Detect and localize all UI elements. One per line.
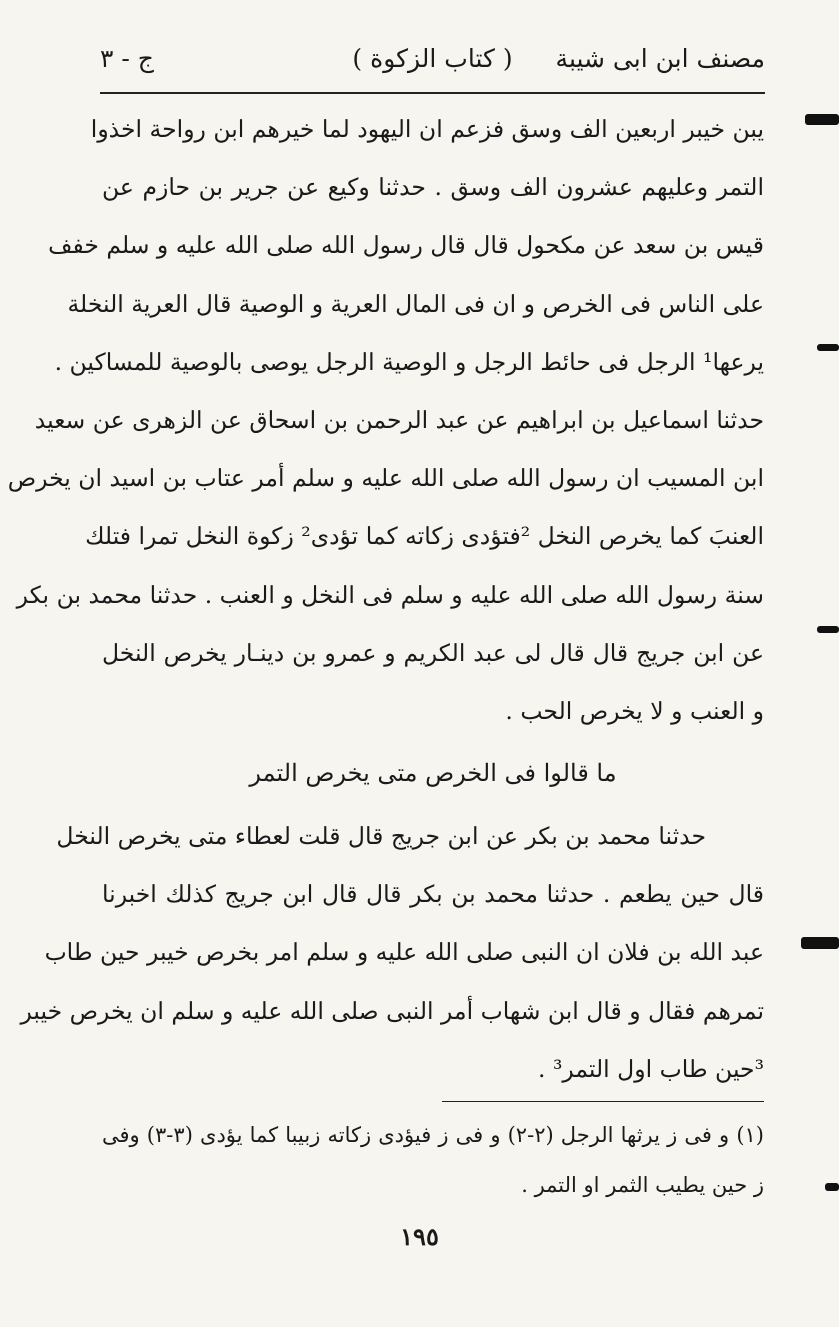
text-line: و العنب و لا يخرص الحب . xyxy=(505,696,764,725)
footnote-line: ز حين يطيب الثمر او التمر . xyxy=(521,1173,764,1197)
text-line: عبد الله بن فلان ان النبى صلى الله عليه و سلم امر بخرص خيبر حين طاب xyxy=(44,938,764,967)
margin-mark xyxy=(817,626,839,633)
text-line: عن ابن جريج قال قال لى عبد الكريم و عمرو بن دينـار يخرص النخل xyxy=(102,638,764,667)
section-text xyxy=(20,807,764,1098)
section-heading: ما قالوا فى الخرص متى يخرص التمر xyxy=(249,759,617,787)
margin-mark xyxy=(817,344,839,351)
chapter-title: ( كتاب الزكوة ) xyxy=(352,44,513,73)
margin-mark xyxy=(825,1183,839,1191)
main-text xyxy=(7,100,764,740)
header-rule xyxy=(100,92,765,94)
text-line: ابن المسيب ان رسول الله صلى الله عليه و سلم أمر عتاب بن اسيد ان يخرص xyxy=(7,464,764,493)
text-line: التمر وعليهم عشرون الف وسق . حدثنا وكيع عن جرير بن حازم عن xyxy=(102,173,764,202)
text-line: ³حين طاب اول التمر³ . xyxy=(538,1054,764,1083)
text-line: حدثنا محمد بن بكر عن ابن جريج قال قلت لعطاء متى يخرص النخل xyxy=(56,822,706,850)
footnotes xyxy=(102,1110,764,1210)
text-line: على الناس فى الخرص و ان فى المال العرية و الوصية قال العرية النخلة xyxy=(67,289,764,318)
footnote-rule xyxy=(442,1101,764,1102)
page-number: ١٩٥ xyxy=(400,1222,439,1251)
margin-mark xyxy=(801,937,839,949)
text-line: قال حين يطعم . حدثنا محمد بن بكر قال قال ابن جريج كذلك اخبرنا xyxy=(102,880,764,909)
text-line: يبن خيبر اربعين الف وسق فزعم ان اليهود لما خيرهم ابن رواحة اخذوا xyxy=(90,115,764,143)
text-line: قيس بن سعد عن مكحول قال قال رسول الله صلى الله عليه و سلم خفف xyxy=(48,231,764,260)
text-line: حدثنا اسماعيل بن ابراهيم عن عبد الرحمن بن اسحاق عن الزهرى عن سعيد xyxy=(34,405,764,434)
volume-number: ج - ٣ xyxy=(100,44,154,73)
text-line: العنبَ كما يخرص النخل ²فتؤدى زكاته كما تؤدى² زكوة النخل تمرا فتلك xyxy=(85,522,764,551)
page-header xyxy=(100,38,765,84)
book-title: مصنف ابن ابى شيبة xyxy=(555,44,765,73)
text-line: تمرهم فقال و قال ابن شهاب أمر النبى صلى الله عليه و سلم ان يخرص خيبر xyxy=(20,996,764,1025)
text-line: سنة رسول الله صلى الله عليه و سلم فى النخل و العنب . حدثنا محمد بن بكر xyxy=(16,580,764,609)
margin-mark xyxy=(805,114,839,125)
footnote-line: (١) و فى ز يرثها الرجل (٢-٢) و فى ز فيؤدى زكاته زبيبا كما يؤدى (٣-٣) وفى xyxy=(102,1123,764,1147)
text-line: يرعها¹ الرجل فى حائط الرجل و الوصية الرجل يوصى بالوصية للمساكين . xyxy=(54,347,764,376)
